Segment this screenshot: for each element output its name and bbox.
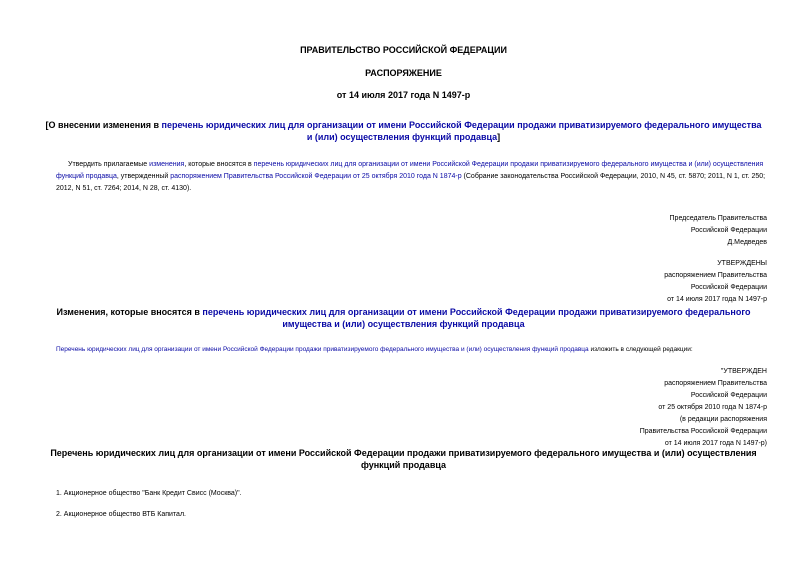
link-changes[interactable]: изменения: [149, 161, 185, 168]
body-paragraph: [56, 159, 768, 195]
header-doctype: РАСПОРЯЖЕНИЕ: [365, 68, 442, 78]
body-text-3: , утвержденный: [116, 173, 171, 180]
changes-text: Изменения, которые вносятся в: [56, 307, 203, 317]
list-title: Перечень юридических лиц для организации от имени Российской Федерации продажи приватизируемого федерального имущества и (или) осуществления функций продавца: [50, 448, 757, 470]
approved-block-1: [507, 258, 767, 306]
approved2-line-2: распоряжением Правительства: [664, 380, 767, 387]
approved2-line-5: (в редакции распоряжения: [679, 416, 767, 423]
approved2-line-3: Российской Федерации: [690, 392, 767, 399]
instruction-line: [56, 344, 776, 356]
link-order[interactable]: распоряжением Правительства Российской Федерации от 25 октября 2010 года N 1874-р: [170, 173, 462, 180]
header-org: ПРАВИТЕЛЬСТВО РОССИЙСКОЙ ФЕДЕРАЦИИ: [300, 45, 507, 55]
signature-block: [507, 213, 767, 249]
title-open: [О внесении изменения в: [45, 120, 162, 130]
title-close: ]: [497, 132, 501, 142]
list-item: 2. Акционерное общество ВТБ Капитал.: [56, 511, 186, 518]
signature-line-1: Председатель Правительства: [669, 215, 767, 222]
approved2-line-6: Правительства Российской Федерации: [639, 428, 767, 435]
changes-title: [45, 306, 762, 330]
header-date: от 14 июля 2017 года N 1497-р: [336, 90, 471, 100]
approved1-line-4: от 14 июля 2017 года N 1497-р: [667, 296, 767, 303]
approved2-line-1: "УТВЕРЖДЕН: [720, 368, 767, 375]
body-text-2: , которые вносятся в: [184, 161, 254, 168]
title-link[interactable]: перечень юридических лиц для организации от имени Российской Федерации продажи приватизируемого федерального имущества и (или) осуществления функций продавца: [161, 120, 762, 142]
body-text-4: (Собрание законодательства Российской Федерации, 2010, N 45, ст. 5870; 2011, N 1, ст. 250; 2012, N 51, ст. 7264; 2014, N 28, ст. 4130).: [56, 173, 766, 192]
changes-link[interactable]: перечень юридических лиц для организации от имени Российской Федерации продажи приватизируемого федерального имущества и (или) осуществления функций продавца: [202, 307, 751, 329]
signature-line-2: Российской Федерации: [690, 227, 767, 234]
link-list[interactable]: перечень юридических лиц для организации от имени Российской Федерации продажи приватизируемого федерального имущества и (или) осуществления функций продавца: [56, 161, 764, 180]
approved2-line-4: от 25 октября 2010 года N 1874-р: [658, 404, 767, 411]
approved1-line-1: УТВЕРЖДЕНЫ: [717, 260, 767, 267]
approved1-line-3: Российской Федерации: [690, 284, 767, 291]
body-text-1: Утвердить прилагаемые: [68, 161, 150, 168]
instruction-link[interactable]: Перечень юридических лиц для организации от имени Российской Федерации продажи приватизируемого федерального имущества и (или) осуществления функций продавца: [56, 346, 589, 353]
signature-line-3: Д.Медведев: [727, 239, 767, 246]
approved2-line-7: от 14 июля 2017 года N 1497-р): [664, 440, 767, 447]
approved-block-2: [507, 366, 767, 450]
approved1-line-2: распоряжением Правительства: [664, 272, 767, 279]
list-item: 1. Акционерное общество "Банк Кредит Свисс (Москва)".: [56, 490, 242, 497]
instruction-tail: изложить в следующей редакции:: [588, 346, 693, 353]
document-title: [45, 119, 762, 143]
